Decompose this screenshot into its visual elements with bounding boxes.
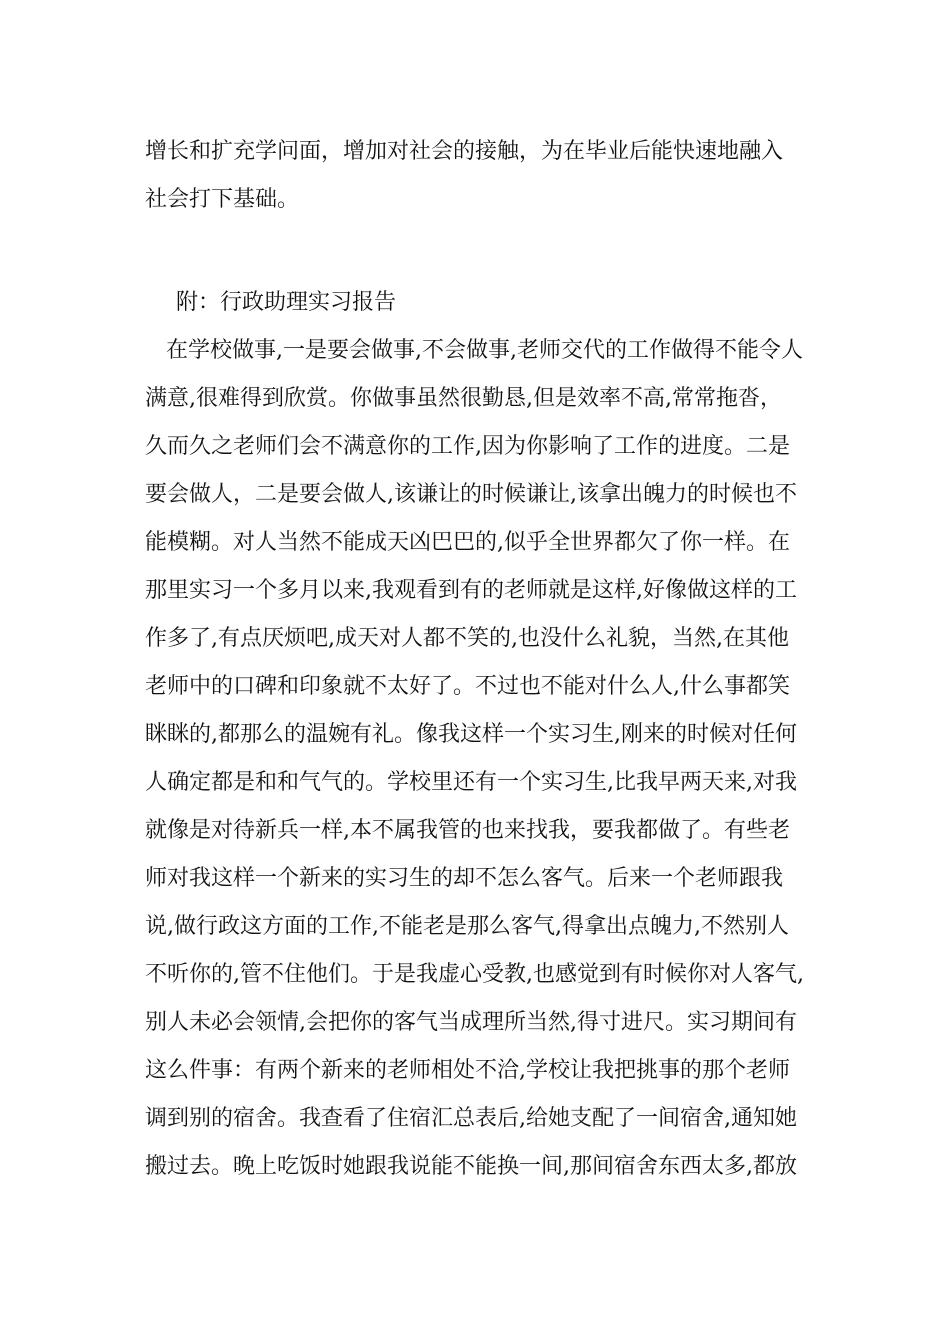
intro-line: 增长和扩充学问面，增加对社会的接触，为在毕业后能快速地融入 xyxy=(145,139,784,164)
body-line: 调到别的宿舍。我查看了住宿汇总表后,给她支配了一间宿舍,通知她 xyxy=(145,1106,797,1131)
body-line: 这么件事：有两个新来的老师相处不洽,学校让我把挑事的那个老师 xyxy=(145,1058,790,1083)
body-line: 别人未必会领情,会把你的客气当成理所当然,得寸进尺。实习期间有 xyxy=(145,1010,797,1035)
body-line: 人确定都是和和气气的。学校里还有一个实习生,比我早两天来,对我 xyxy=(145,770,797,795)
body-line: 老师中的口碑和印象就不太好了。不过也不能对什么人,什么事都笑 xyxy=(145,674,790,699)
body-line: 满意,很难得到欣赏。你做事虽然很勤恳,但是效率不高,常常拖沓， xyxy=(145,386,782,411)
body-line: 师对我这样一个新来的实习生的却不怎么客气。后来一个老师跟我 xyxy=(145,866,784,891)
body-line: 久而久之老师们会不满意你的工作,因为你影响了工作的进度。二是 xyxy=(145,434,790,459)
body-line: 就像是对待新兵一样,本不属我管的也来找我，要我都做了。有些老 xyxy=(145,818,790,843)
appendix-heading: 附：行政助理实习报告 xyxy=(176,290,397,315)
body-line: 说,做行政这方面的工作,不能老是那么客气,得拿出点魄力,不然别人 xyxy=(145,914,789,939)
body-line: 作多了,有点厌烦吧,成天对人都不笑的,也没什么礼貌，当然,在其他 xyxy=(145,626,789,651)
body-line: 搬过去。晚上吃饭时她跟我说能不能换一间,那间宿舍东西太多,都放 xyxy=(145,1154,797,1179)
body-line: 要会做人，二是要会做人,该谦让的时候谦让,该拿出魄力的时候也不 xyxy=(145,482,797,507)
body-line: 在学校做事,一是要会做事,不会做事,老师交代的工作做得不能令人 xyxy=(166,338,803,363)
intro-line: 社会打下基础。 xyxy=(145,187,300,212)
body-line: 不听你的,管不住他们。于是我虚心受教,也感觉到有时候你对人客气, xyxy=(145,962,804,987)
body-line: 能模糊。对人当然不能成天凶巴巴的,似乎全世界都欠了你一样。在 xyxy=(145,530,790,555)
body-line: 眯眯的,都那么的温婉有礼。像我这样一个实习生,刚来的时候对任何 xyxy=(145,722,797,747)
body-line: 那里实习一个多月以来,我观看到有的老师就是这样,好像做这样的工 xyxy=(145,578,797,603)
